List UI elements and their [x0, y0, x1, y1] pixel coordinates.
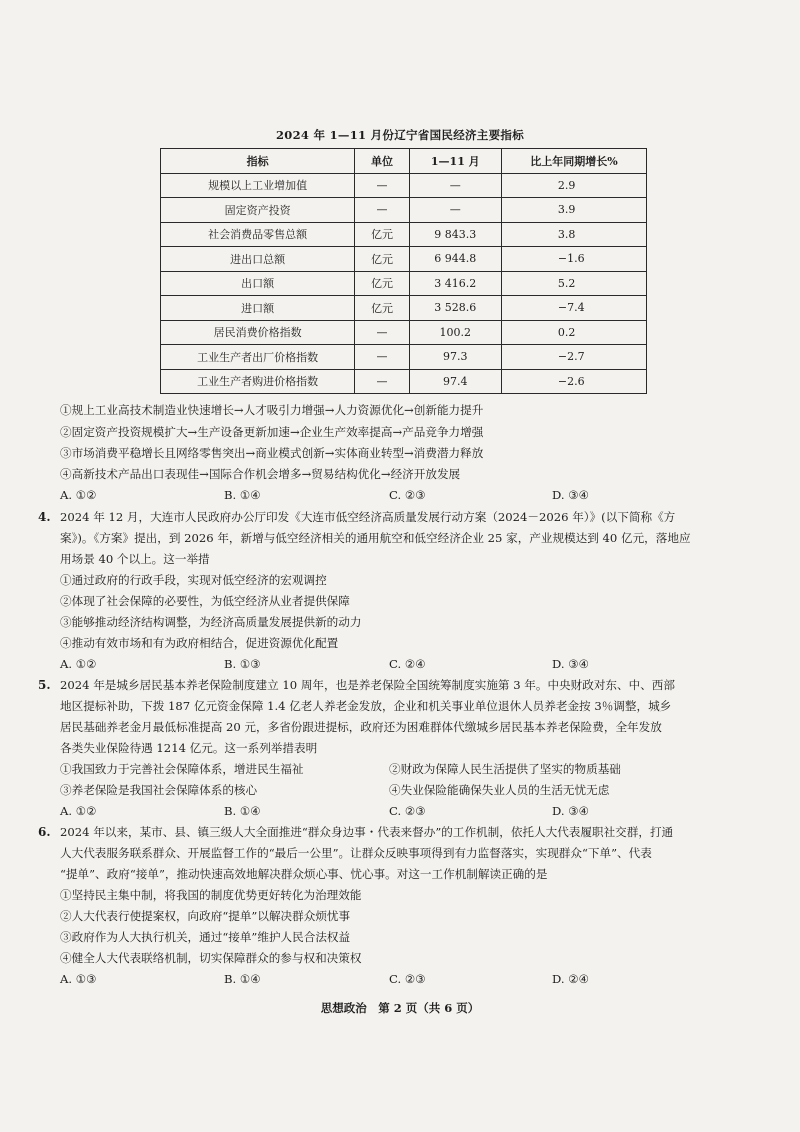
table-cell-value: 6 944.8: [409, 247, 501, 272]
q5-option-d[interactable]: D. ③④: [552, 804, 590, 818]
q5-statement-1: ①我国致力于完善社会保障体系，增进民生福祉: [60, 762, 304, 776]
table-cell-growth: −1.6: [501, 247, 646, 272]
table-cell-unit: —: [355, 369, 409, 394]
q5-option-b[interactable]: B. ①④: [224, 804, 261, 818]
q3-option-b[interactable]: B. ①④: [224, 488, 261, 502]
page-footer: 思想政治 第 2 页（共 6 页）: [320, 1001, 480, 1015]
q6-option-c[interactable]: C. ②③: [389, 972, 426, 986]
table-cell-growth: −2.6: [501, 369, 646, 394]
q5-stem-line-3: 居民基础养老金月最低标准提高 20 元，多省份跟进提标，政府还为困难群体代缴城乡居民基本养老保险费，全年发放: [60, 720, 662, 734]
q5-stem-line-1: 2024 年是城乡居民基本养老保险制度建立 10 周年，也是养老保险全国统筹制度实施第 3 年。中央财政对东、中、西部: [60, 678, 675, 692]
q5-statement-2: ②财政为保障人民生活提供了坚实的物质基础: [389, 762, 621, 776]
table-cell-growth: 3.8: [501, 222, 646, 247]
table-cell-value: —: [409, 173, 501, 198]
table-row: [161, 296, 647, 321]
table-cell-value: 3 416.2: [409, 271, 501, 296]
table-cell-indicator: 进出口总额: [161, 247, 355, 272]
table-cell-unit: —: [355, 345, 409, 370]
q5-number: 5.: [38, 678, 51, 692]
header-unit: 单位: [355, 149, 409, 174]
q6-statement-4: ④健全人大代表联络机制，切实保障群众的参与权和决策权: [60, 951, 362, 965]
table-cell-value: 97.4: [409, 369, 501, 394]
table-cell-indicator: 居民消费价格指数: [161, 320, 355, 345]
q3-statement-4: ④高新技术产品出口表现佳→国际合作机会增多→贸易结构优化→经济开放发展: [60, 467, 461, 481]
q6-option-a[interactable]: A. ①③: [60, 972, 97, 986]
table-cell-unit: 亿元: [355, 222, 409, 247]
q6-statement-1: ①坚持民主集中制，将我国的制度优势更好转化为治理效能: [60, 888, 362, 902]
q4-stem-line-2: 案》)。《方案》提出，到 2026 年，新增与低空经济相关的通用航空和低空经济企业 25 家，产业规模达到 40 亿元，落地应: [60, 531, 691, 545]
q3-statement-2: ②固定资产投资规模扩大→生产设备更新加速→企业生产效率提高→产品竞争力增强: [60, 425, 484, 439]
table-cell-indicator: 规模以上工业增加值: [161, 173, 355, 198]
table-cell-unit: —: [355, 173, 409, 198]
table-row: [161, 271, 647, 296]
table-row: [161, 173, 647, 198]
table-cell-unit: —: [355, 198, 409, 223]
q4-number: 4.: [38, 510, 51, 524]
table-cell-indicator: 工业生产者出厂价格指数: [161, 345, 355, 370]
table-cell-value: 3 528.6: [409, 296, 501, 321]
q4-statement-4: ④推动有效市场和有为政府相结合，促进资源优化配置: [60, 636, 339, 650]
q4-statement-1: ①通过政府的行政手段，实现对低空经济的宏观调控: [60, 573, 327, 587]
table-row: [161, 198, 647, 223]
table-cell-growth: 0.2: [501, 320, 646, 345]
q6-option-d[interactable]: D. ②④: [552, 972, 590, 986]
table-row: [161, 369, 647, 394]
q6-statement-3: ③政府作为人大执行机关，通过“接单”维护人民合法权益: [60, 930, 351, 944]
table-row: [161, 222, 647, 247]
table-cell-indicator: 固定资产投资: [161, 198, 355, 223]
header-value: 1—11 月: [409, 149, 501, 174]
q6-option-b[interactable]: B. ①④: [224, 972, 261, 986]
q3-statement-3: ③市场消费平稳增长且网络零售突出→商业模式创新→实体商业转型→消费潜力释放: [60, 446, 484, 460]
q4-statement-3: ③能够推动经济结构调整，为经济高质量发展提供新的动力: [60, 615, 362, 629]
q6-stem-line-3: “提单”、政府“接单”，推动快速高效地解决群众烦心事、忧心事。对这一工作机制解读正确的是: [60, 867, 548, 881]
table-title: 2024 年 1—11 月份辽宁省国民经济主要指标: [275, 128, 525, 142]
table-cell-indicator: 进口额: [161, 296, 355, 321]
q5-statement-3: ③养老保险是我国社会保障体系的核心: [60, 783, 258, 797]
table-cell-indicator: 工业生产者购进价格指数: [161, 369, 355, 394]
table-cell-unit: —: [355, 320, 409, 345]
table-cell-growth: −7.4: [501, 296, 646, 321]
table-row: [161, 320, 647, 345]
q5-option-c[interactable]: C. ②③: [389, 804, 426, 818]
table-cell-growth: 5.2: [501, 271, 646, 296]
table-cell-value: 97.3: [409, 345, 501, 370]
header-growth: 比上年同期增长%: [501, 149, 646, 174]
table-cell-value: 100.2: [409, 320, 501, 345]
q4-option-b[interactable]: B. ①③: [224, 657, 261, 671]
q6-stem-line-1: 2024 年以来，某市、县、镇三级人大全面推进“群众身边事・代表来督办”的工作机制，依托人大代表履职社交群，打通: [60, 825, 674, 839]
table-row: [161, 247, 647, 272]
table-cell-value: 9 843.3: [409, 222, 501, 247]
q6-stem-line-2: 人大代表服务联系群众、开展监督工作的“最后一公里”。让群众反映事项得到有力监督落实，实现群众“下单”、代表: [60, 846, 652, 860]
table-header-row: [161, 149, 647, 174]
economic-indicators-table: [160, 148, 647, 394]
table-cell-unit: 亿元: [355, 296, 409, 321]
q4-stem-line-1: 2024 年 12 月，大连市人民政府办公厅印发《大连市低空经济高质量发展行动方案（2024－2026 年）》(以下简称《方: [60, 510, 676, 524]
q6-statement-2: ②人大代表行使提案权，向政府“提单”以解决群众烦忧事: [60, 909, 351, 923]
q5-option-a[interactable]: A. ①②: [60, 804, 97, 818]
q5-stem-line-4: 各类失业保险待遇 1214 亿元。这一系列举措表明: [60, 741, 318, 755]
q4-statement-2: ②体现了社会保障的必要性，为低空经济从业者提供保障: [60, 594, 350, 608]
table-cell-unit: 亿元: [355, 271, 409, 296]
q3-option-c[interactable]: C. ②③: [389, 488, 426, 502]
table-cell-growth: 3.9: [501, 198, 646, 223]
q4-option-c[interactable]: C. ②④: [389, 657, 426, 671]
q3-statement-1: ①规上工业高技术制造业快速增长→人才吸引力增强→人力资源优化→创新能力提升: [60, 403, 484, 417]
table-cell-growth: −2.7: [501, 345, 646, 370]
table-cell-indicator: 社会消费品零售总额: [161, 222, 355, 247]
table-cell-unit: 亿元: [355, 247, 409, 272]
q4-option-d[interactable]: D. ③④: [552, 657, 590, 671]
q5-stem-line-2: 地区提标补助，下拨 187 亿元资金保障 1.4 亿老人养老金发放，企业和机关事业单位退休人员养老金按 3％调整，城乡: [60, 699, 672, 713]
q3-option-a[interactable]: A. ①②: [60, 488, 97, 502]
table-cell-growth: 2.9: [501, 173, 646, 198]
table-row: [161, 345, 647, 370]
q4-option-a[interactable]: A. ①②: [60, 657, 97, 671]
q3-option-d[interactable]: D. ③④: [552, 488, 590, 502]
q5-statement-4: ④失业保险能确保失业人员的生活无忧无虑: [389, 783, 610, 797]
table-cell-indicator: 出口额: [161, 271, 355, 296]
q6-number: 6.: [38, 825, 51, 839]
q4-stem-line-3: 用场景 40 个以上。这一举措: [60, 552, 210, 566]
table-body: [161, 173, 647, 394]
table-cell-value: —: [409, 198, 501, 223]
header-indicator: 指标: [161, 149, 355, 174]
